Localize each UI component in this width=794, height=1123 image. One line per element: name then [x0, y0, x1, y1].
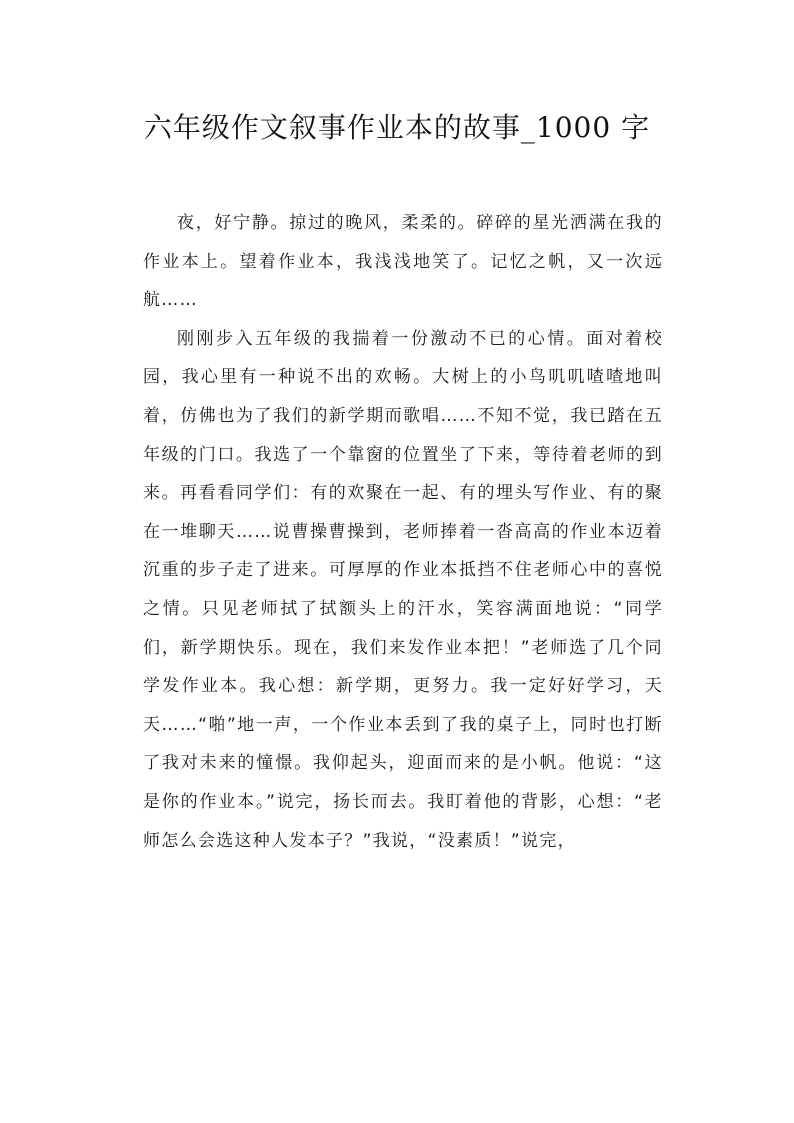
document-body — [143, 204, 663, 860]
document-title: 六年级作文叙事作业本的故事_1000 字 — [143, 111, 651, 144]
paragraph-1: 夜，好宁静。掠过的晚风，柔柔的。碎碎的星光洒满在我的作业本上。望着作业本，我浅浅地笑了。记忆之帆，又一次远航…… — [143, 213, 663, 311]
paragraph-2: 刚刚步入五年级的我揣着一份激动不已的心情。面对着校园，我心里有一种说不出的欢畅。大树上的小鸟叽叽喳喳地叫着，仿佛也为了我们的新学期而歌唱……不知不觉，我已踏在五年级的门口。我选了一个靠窗的位置坐了下来，等待着老师的到来。再看看同学们：有的欢聚在一起、有的埋头写作业、有的聚在一堆聊天……说曹操曹操到，老师捧着一沓高高的作业本迈着沉重的步子走了进来。可厚厚的作业本抵挡不住老师心中的喜悦之情。只见老师拭了拭额头上的汗水，笑容满面地说：“同学们，新学期快乐。现在，我们来发作业本把！”老师选了几个同学发作业本。我心想：新学期，更努力。我一定好好学习，天天……“啪”地一声，一个作业本丢到了我的桌子上，同时也打断了我对未来的憧憬。我仰起头，迎面而来的是小帆。他说：“这是你的作业本。”说完，扬长而去。我盯着他的背影，心想：“老师怎么会选这种人发本子？”我说，“没素质！”说完， — [143, 328, 663, 851]
